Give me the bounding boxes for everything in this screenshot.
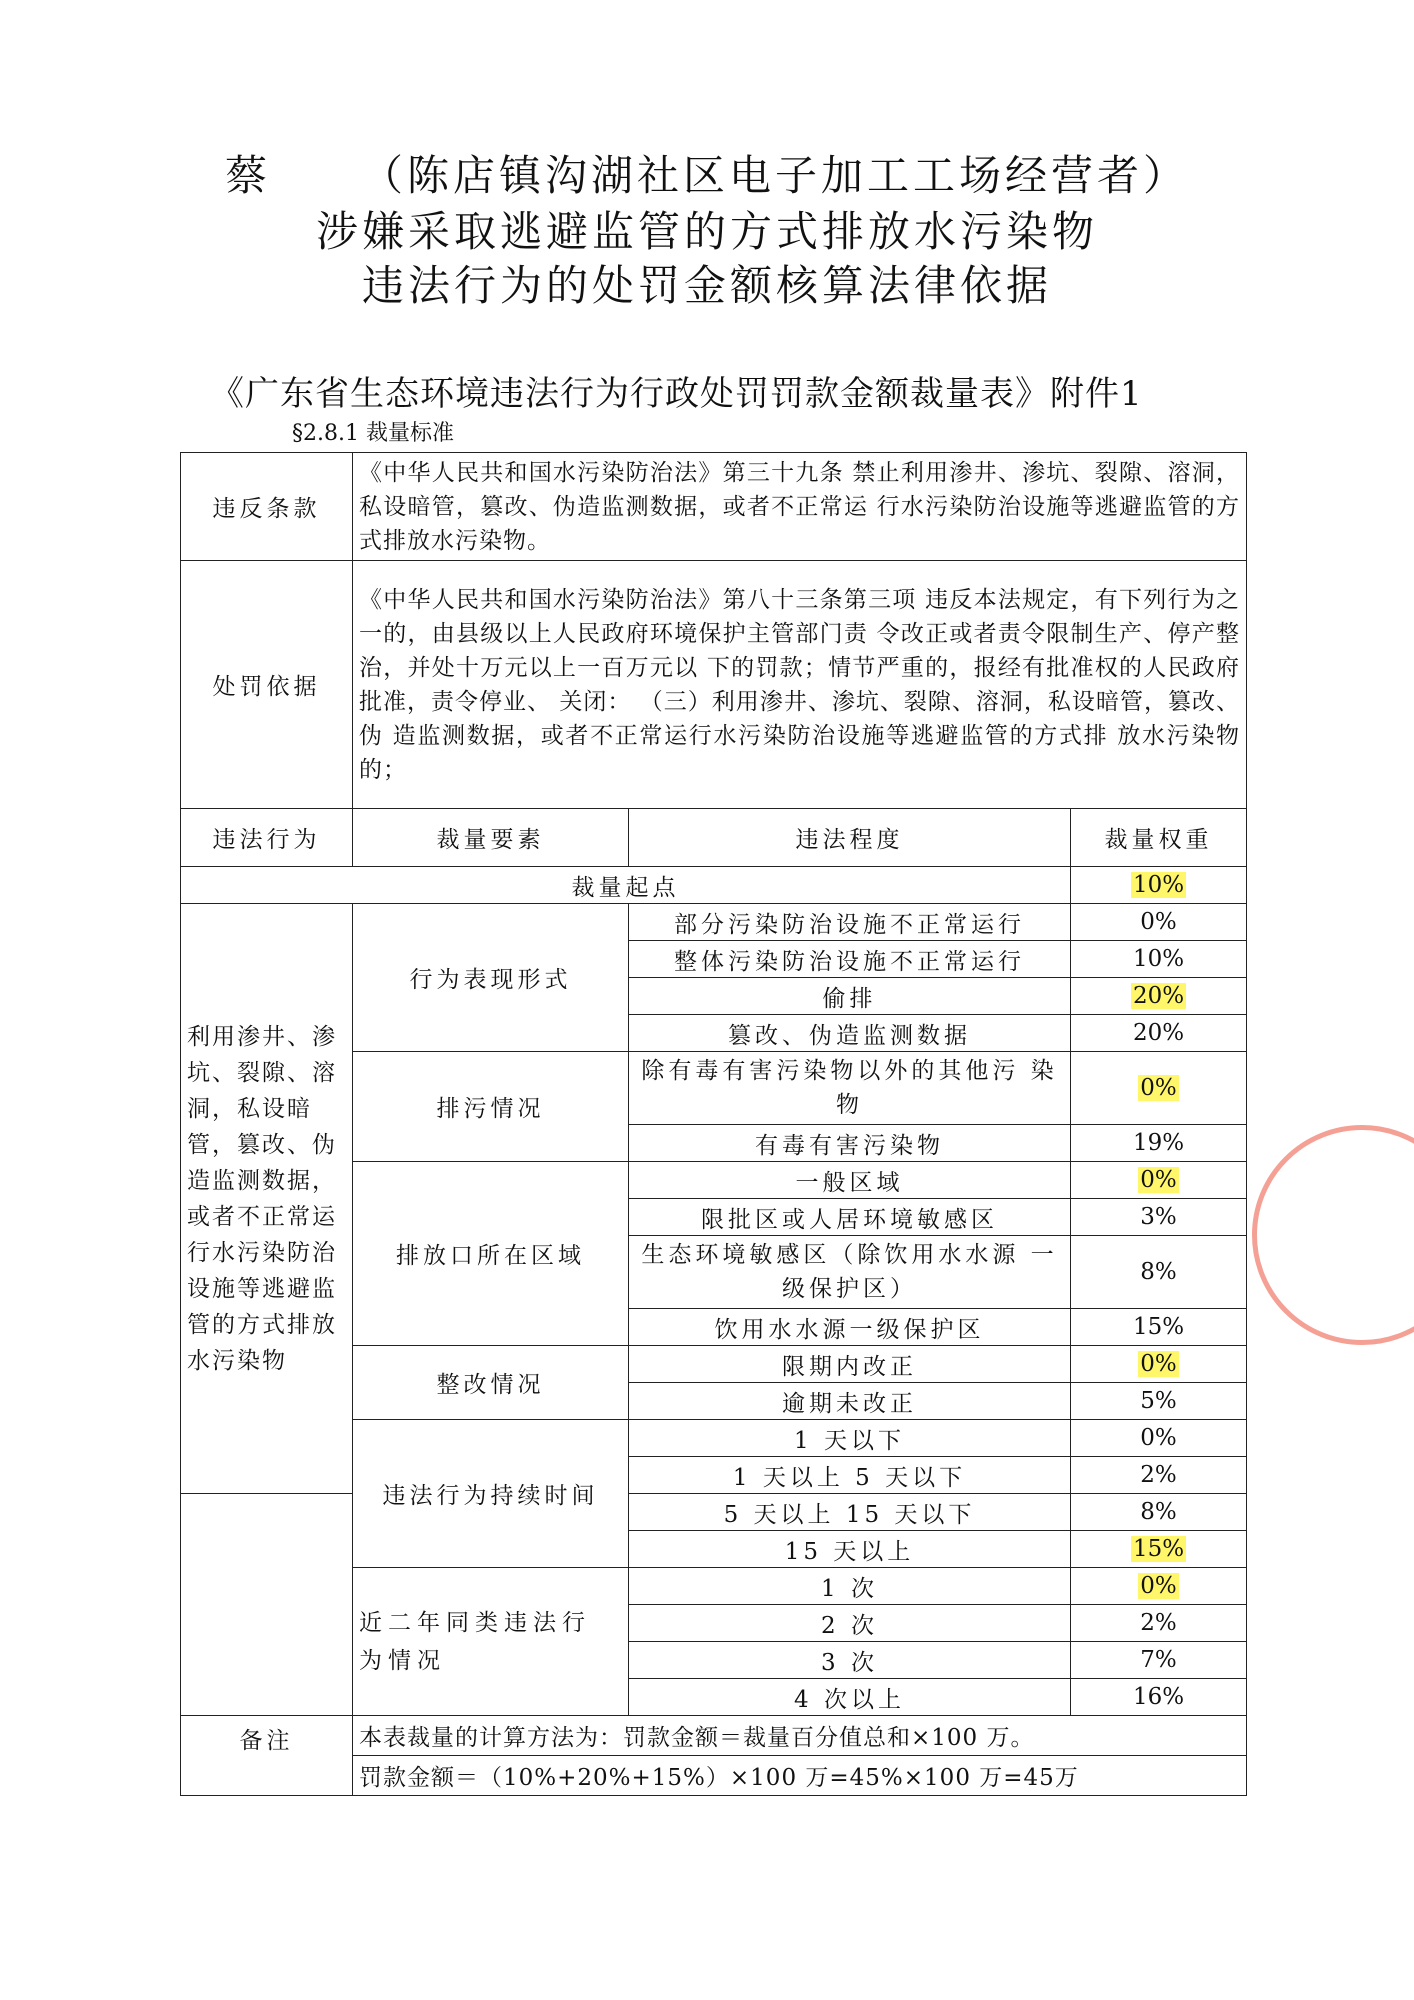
degree-cell: 整体污染防治设施不正常运行 [629,941,1071,978]
weight-cell: 0% [1071,904,1247,941]
degree-cell: 15 天以上 [629,1531,1071,1568]
header-behavior: 违法行为 [181,809,353,867]
degree-cell: 生态环境敏感区（除饮用水水源 一级保护区） [629,1236,1071,1309]
header-degree: 违法程度 [629,809,1071,867]
weight-value-highlighted: 15% [1132,1536,1185,1562]
weight-cell: 15% [1071,1309,1247,1346]
factor-discharge: 排污情况 [353,1052,629,1162]
factor-duration: 违法行为持续时间 [353,1420,629,1568]
degree-cell: 限期内改正 [629,1346,1071,1383]
weight-cell: 16% [1071,1679,1247,1716]
degree-cell: 除有毒有害污染物以外的其他污 染物 [629,1052,1071,1125]
header-row [181,809,1247,867]
degree-cell: 5 天以上 15 天以下 [629,1494,1071,1531]
behavior-description: 利用渗井、渗坑、裂隙、溶洞，私设暗管，篡改、伪造监测数据，或者不正常运行水污染防治设施等逃避监管的方式排放水污染物 [181,904,353,1494]
degree-cell: 篡改、伪造监测数据 [629,1015,1071,1052]
start-label: 裁量起点 [181,867,1071,904]
factor-outlet-area: 排放口所在区域 [353,1162,629,1346]
weight-cell [1071,978,1247,1015]
title-name: 蔡 [224,151,271,200]
degree-cell: 一般区域 [629,1162,1071,1199]
penalty-table [180,452,1247,1796]
document-title-line-1 [0,148,1414,204]
weight-value-highlighted: 0% [1140,1573,1177,1599]
factor-rectification: 整改情况 [353,1346,629,1420]
official-seal [1252,1125,1414,1345]
weight-cell: 3% [1071,1199,1247,1236]
degree-cell: 限批区或人居环境敏感区 [629,1199,1071,1236]
weight-cell [1071,1162,1247,1199]
degree-cell: 偷排 [629,978,1071,1015]
document-subtitle: 《广东省生态环境违法行为行政处罚罚款金额裁量表》附件1 [210,374,1143,414]
title-party: （陈店镇沟湖社区电子加工工场经营者） [361,151,1190,200]
weight-cell: 2% [1071,1605,1247,1642]
weight-cell: 8% [1071,1236,1247,1309]
basis-row [181,561,1247,809]
weight-value-highlighted: 0% [1140,1167,1177,1193]
remarks-label: 备注 [181,1716,353,1796]
violation-text: 《中华人民共和国水污染防治法》第三十九条 禁止利用渗井、渗坑、裂隙、溶洞，私设暗管，篡改、伪造监测数据，或者不正常运 行水污染防治设施等逃避监管的方式排放水污染物。 [353,453,1247,561]
weight-cell: 2% [1071,1457,1247,1494]
weight-cell [1071,1346,1247,1383]
factor-repeat-offense: 近二年同类违法行 为情况 [353,1568,629,1716]
weight-cell: 8% [1071,1494,1247,1531]
weight-cell [1071,1052,1247,1125]
degree-cell: 3 次 [629,1642,1071,1679]
remarks-row [181,1716,1247,1756]
table-row [181,1494,1247,1531]
degree-cell: 有毒有害污染物 [629,1125,1071,1162]
weight-cell: 5% [1071,1383,1247,1420]
remarks-line-1: 本表裁量的计算方法为：罚款金额＝裁量百分值总和×100 万。 [353,1716,1247,1756]
degree-cell: 饮用水水源一级保护区 [629,1309,1071,1346]
remarks-line-2: 罚款金额＝（10%+20%+15%）×100 万=45%×100 万=45万 [353,1756,1247,1796]
weight-cell: 19% [1071,1125,1247,1162]
weight-cell: 0% [1071,1420,1247,1457]
basis-label: 处罚依据 [181,561,353,809]
weight-cell: 10% [1071,941,1247,978]
degree-cell: 1 天以上 5 天以下 [629,1457,1071,1494]
degree-cell: 1 天以下 [629,1420,1071,1457]
weight-cell: 20% [1071,1015,1247,1052]
section-number: §2.8.1 裁量标准 [292,421,454,446]
start-weight: 10% [1132,872,1185,898]
degree-cell: 逾期未改正 [629,1383,1071,1420]
weight-value-highlighted: 20% [1132,983,1185,1009]
violation-label: 违反条款 [181,453,353,561]
header-weight: 裁量权重 [1071,809,1247,867]
basis-text: 《中华人民共和国水污染防治法》第八十三条第三项 违反本法规定，有下列行为之一的，由县级以上人民政府环境保护主管部门责 令改正或者责令限制生产、停产整治，并处十万元以上一百万元以 下的罚款；情节严重的，报经有批准权的人民政府批准，责令停业、 关闭： （三）利用渗井、渗坑、裂隙、溶洞，私设暗管，篡改、伪 造监测数据，或者不正常运行水污染防治设施等逃避监管的方式排 放水污染物的； [353,561,1247,809]
header-factor: 裁量要素 [353,809,629,867]
degree-cell: 1 次 [629,1568,1071,1605]
document-title-line-2: 涉嫌采取逃避监管的方式排放水污染物 [315,207,1098,256]
table-row [181,904,1247,941]
weight-cell: 7% [1071,1642,1247,1679]
start-row [181,867,1247,904]
degree-cell: 2 次 [629,1605,1071,1642]
start-weight-cell [1071,867,1247,904]
degree-cell: 部分污染防治设施不正常运行 [629,904,1071,941]
weight-cell [1071,1531,1247,1568]
degree-cell: 4 次以上 [629,1679,1071,1716]
weight-value-highlighted: 0% [1140,1075,1177,1101]
factor-behavior-form: 行为表现形式 [353,904,629,1052]
document-title-line-3: 违法行为的处罚金额核算法律依据 [361,261,1052,310]
weight-value-highlighted: 0% [1140,1351,1177,1377]
violation-row [181,453,1247,561]
weight-cell [1071,1568,1247,1605]
empty-behavior-cell [181,1494,353,1716]
